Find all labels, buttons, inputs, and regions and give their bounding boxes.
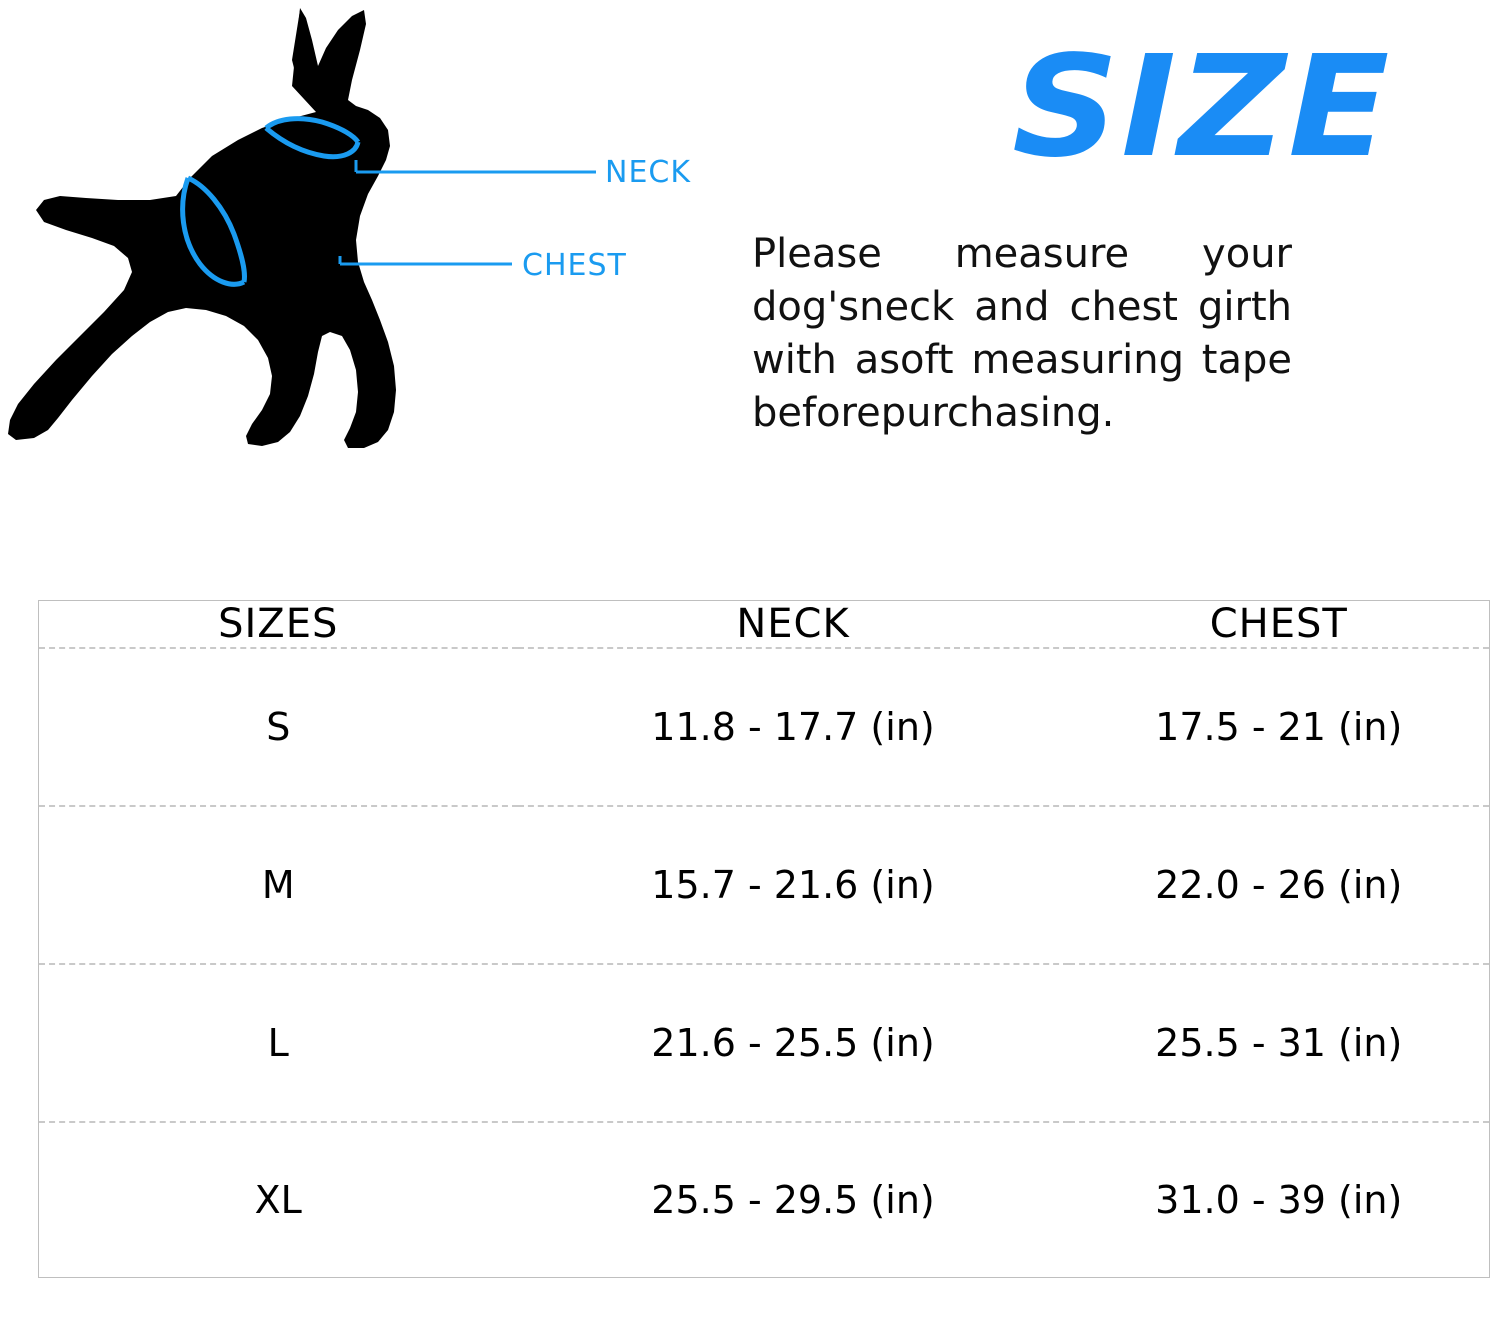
callout-label-chest: CHEST (522, 248, 627, 283)
cell-size: L (39, 964, 518, 1122)
cell-neck: 21.6 - 25.5 (in) (518, 964, 1069, 1122)
dog-measurement-illustration (0, 0, 740, 500)
cell-neck: 11.8 - 17.7 (in) (518, 648, 1069, 806)
table-row (39, 1122, 1489, 1277)
table-header-sizes: SIZES (39, 601, 518, 648)
cell-chest: 31.0 - 39 (in) (1155, 1178, 1403, 1223)
table-header-row (39, 601, 1489, 648)
cell-chest: 17.5 - 21 (in) (1069, 648, 1490, 806)
callout-label-neck: NECK (605, 155, 692, 190)
page-title: SIZE (1012, 26, 1392, 189)
table-header-chest: CHEST (1069, 601, 1490, 648)
measure-instruction-text: Please measure your dog'sneck and chest girth with asoft measuring tape beforepurchasing. (752, 231, 1292, 436)
cell-size: XL (254, 1178, 302, 1223)
cell-size: S (39, 648, 518, 806)
size-table-container (38, 600, 1490, 1278)
cell-chest: 22.0 - 26 (in) (1069, 806, 1490, 964)
cell-size: M (39, 806, 518, 964)
cell-chest: 25.5 - 31 (in) (1069, 964, 1490, 1122)
dog-silhouette-icon (0, 0, 740, 500)
cell-neck: 25.5 - 29.5 (in) (651, 1178, 935, 1223)
cell-neck: 15.7 - 21.6 (in) (518, 806, 1069, 964)
table-row (39, 648, 1489, 806)
table-row (39, 806, 1489, 964)
table-header-neck: NECK (518, 601, 1069, 648)
table-row (39, 964, 1489, 1122)
size-table (39, 601, 1489, 1277)
